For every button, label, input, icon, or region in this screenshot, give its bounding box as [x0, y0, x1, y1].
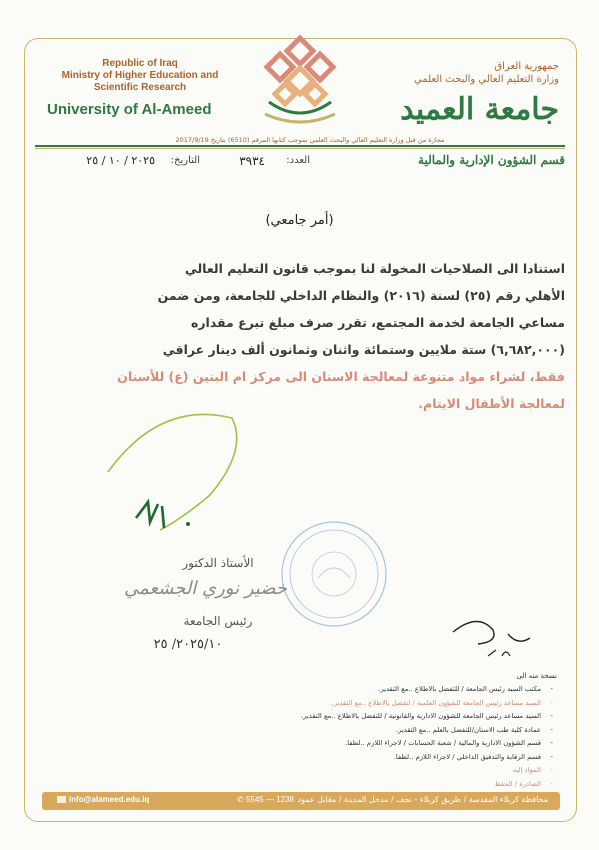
- department-name: قسم الشؤون الإدارية والمالية: [418, 153, 565, 167]
- signatory-role: رئيس الجامعة: [183, 614, 253, 628]
- arabic-ministry: وزارة التعليم العالي والبحث العلمي: [414, 74, 559, 85]
- copy-to-heading: نسخة منه الى: [516, 672, 557, 680]
- signatory-name: خضير نوري الجشعمي: [124, 578, 287, 599]
- order-paragraph: [35, 255, 565, 417]
- copy-to-list: [87, 672, 557, 791]
- copy-to-item: - المواد إليه: [87, 764, 557, 778]
- paragraph-line: الأهلي رقم (٢٥) لسنة (٢٠١٦) والنظام الداخلي للجامعة، ومن ضمن: [157, 288, 565, 303]
- english-university-name: University of Al-Ameed: [47, 101, 212, 118]
- paragraph-line: استنادا الى الصلاحيات المخولة لنا بموجب قانون التعليم العالي: [184, 261, 565, 276]
- arabic-header: [374, 60, 559, 127]
- number-label: العدد:: [286, 155, 310, 166]
- copy-to-item: - السيد مساعد رئيس الجامعة للشؤون العلمية / لتفضل بالاطلاع ..مع التقدير.: [87, 697, 557, 711]
- copy-to-item: - قسم الشؤون الادارية والمالية / شعبة الحسابات / لاجراء اللازم ..لطفا.: [87, 737, 557, 751]
- date-value: ٢٠٢٥ / ١٠ / ٢٥: [86, 154, 155, 167]
- paragraph-line-highlight: فقط، لشراء مواد متنوعة لمعالجة الاسنان الى مركز ام البنين (ع) للأسنان: [117, 369, 565, 384]
- initials-mark-icon: [448, 612, 548, 664]
- al-ameed-logo-icon: [255, 32, 345, 132]
- copy-to-item: - الصادرة / الحفظ: [87, 778, 557, 792]
- order-title: (أمر جامعي): [265, 213, 334, 228]
- footer-email[interactable]: info@alameed.edu.iq: [57, 795, 149, 804]
- header-divider: [35, 145, 565, 147]
- english-ministry-1: Ministry of Higher Education and: [61, 70, 219, 81]
- official-stamp-icon: [278, 518, 390, 630]
- footer-bar: [42, 792, 560, 810]
- english-header: [40, 58, 240, 118]
- english-ministry-2: Scientific Research: [93, 82, 187, 93]
- signatory-title: الأستاذ الدكتور: [182, 556, 254, 570]
- accreditation-note: مجازة من قبل وزارة التعليم العالي والبحث العلمي بموجب كتابها المرقم (6510) بتاريخ 2017/9/19: [175, 136, 445, 144]
- header-divider-gold: [35, 148, 565, 149]
- english-country: Republic of Iraq: [102, 58, 178, 69]
- copy-to-item: - السيد مساعد رئيس الجامعة للشؤون الادارية والقانونية / للتفضل بالاطلاع ..مع التقدير.: [87, 710, 557, 724]
- paragraph-line: (٦,٦٨٢,٠٠٠) ستة ملايين وستمائة واثنان وثمانون ألف دينار عراقي: [162, 342, 565, 357]
- copy-to-item: - قسم الرقابة والتدقيق الداخلي / لاجراء اللازم ..لطفا.: [87, 751, 557, 765]
- arabic-university-name: جامعة العميد: [400, 92, 559, 127]
- mail-icon: [57, 796, 66, 803]
- footer-phone: ✆ 5545 — 1238: [237, 795, 294, 804]
- signature-date: ٢٠٢٥/١٠/ ٢٥: [153, 637, 223, 652]
- copy-to-item: - مكتب السيد رئيس الجامعة / للتفضل بالاطلاع ..مع التقدير.: [87, 683, 557, 697]
- arabic-country: جمهورية العراق: [494, 61, 559, 72]
- copy-to-item: - عمادة كلية طب الاسنان/للتفضل بالعلم ..مع التقدير.: [87, 724, 557, 738]
- number-value: ٣٩٣٤: [239, 154, 265, 168]
- paragraph-line: مساعي الجامعة لخدمة المجتمع، تقرر صرف مبلغ تبرع مقداره: [190, 315, 565, 330]
- reference-line: [40, 153, 565, 171]
- date-label: التاريخ:: [170, 155, 200, 166]
- footer-address: محافظة كربلاء المقدسة / طريق كربلاء - نجف / مدخل المدينة / مقابل عمود: [297, 795, 548, 804]
- president-signature-icon: [100, 410, 250, 540]
- paragraph-line-highlight: لمعالجة الأطفال الايتام.: [418, 396, 565, 411]
